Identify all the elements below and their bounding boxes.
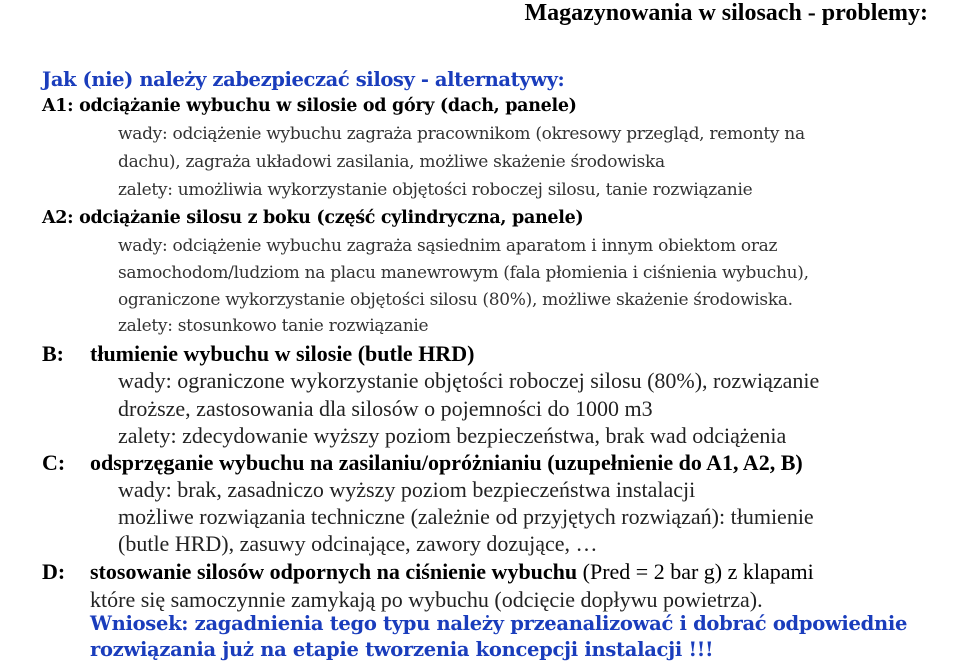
page-title: Magazynowania w silosach - problemy: — [524, 0, 928, 26]
a1-line: dachu), zagraża układowi zasilania, możliwe skażenie środowiska — [118, 152, 665, 172]
a2-line: zalety: stosunkowo tanie rozwiązanie — [118, 316, 429, 336]
c-label: C: — [42, 450, 66, 475]
d-heading: stosowanie silosów odpornych na ciśnienie wybuchu — [90, 559, 578, 584]
a2-line: wady: odciążenie wybuchu zagraża sąsiednim aparatom i innym obiektom oraz — [118, 236, 778, 256]
b-label: B: — [42, 341, 64, 366]
conclusion-line: Wniosek: zagadnienia tego typu należy przeanalizować i dobrać odpowiednie — [90, 612, 908, 635]
d-heading-line — [90, 561, 814, 583]
d-line: które się samoczynnie zamykają po wybuchu (odcięcie dopływu powietrza). — [90, 587, 763, 612]
b-line: wady: ograniczone wykorzystanie objętości roboczej silosu (80%), rozwiązanie — [118, 368, 820, 393]
section-subtitle: Jak (nie) należy zabezpieczać silosy - alternatywy: — [42, 68, 565, 91]
a2-line: ograniczone wykorzystanie objętości silosu (80%), możliwe skażenie środowiska. — [118, 290, 793, 310]
b-line: droższe, zastosowania dla silosów o pojemności do 1000 m3 — [118, 396, 653, 421]
b-heading: tłumienie wybuchu w silosie (butle HRD) — [90, 341, 475, 366]
b-line: zalety: zdecydowanie wyższy poziom bezpieczeństwa, brak wad odciążenia — [118, 423, 787, 448]
a1-line: wady: odciążenie wybuchu zagraża pracownikom (okresowy przegląd, remonty na — [118, 124, 805, 144]
a1-heading: A1: odciążanie wybuchu w silosie od góry (dach, panele) — [42, 96, 577, 116]
c-line: możliwe rozwiązania techniczne (zależnie od przyjętych rozwiązań): tłumienie — [118, 504, 814, 529]
d-label: D: — [42, 559, 66, 584]
d-heading-rest: (Pred = 2 bar g) z klapami — [577, 559, 814, 584]
c-heading: odsprzęganie wybuchu na zasilaniu/opróżnianiu (uzupełnienie do A1, A2, B) — [90, 450, 803, 475]
c-line: wady: brak, zasadniczo wyższy poziom bezpieczeństwa instalacji — [118, 477, 696, 502]
conclusion-line: rozwiązania już na etapie tworzenia koncepcji instalacji !!! — [90, 638, 714, 661]
a2-heading: A2: odciążanie silosu z boku (część cylindryczna, panele) — [42, 208, 584, 228]
a1-line: zalety: umożliwia wykorzystanie objętości roboczej silosu, tanie rozwiązanie — [118, 180, 753, 200]
a2-line: samochodom/ludziom na placu manewrowym (fala płomienia i ciśnienia wybuchu), — [118, 263, 809, 283]
c-line: (butle HRD), zasuwy odcinające, zawory dozujące, … — [118, 531, 598, 556]
